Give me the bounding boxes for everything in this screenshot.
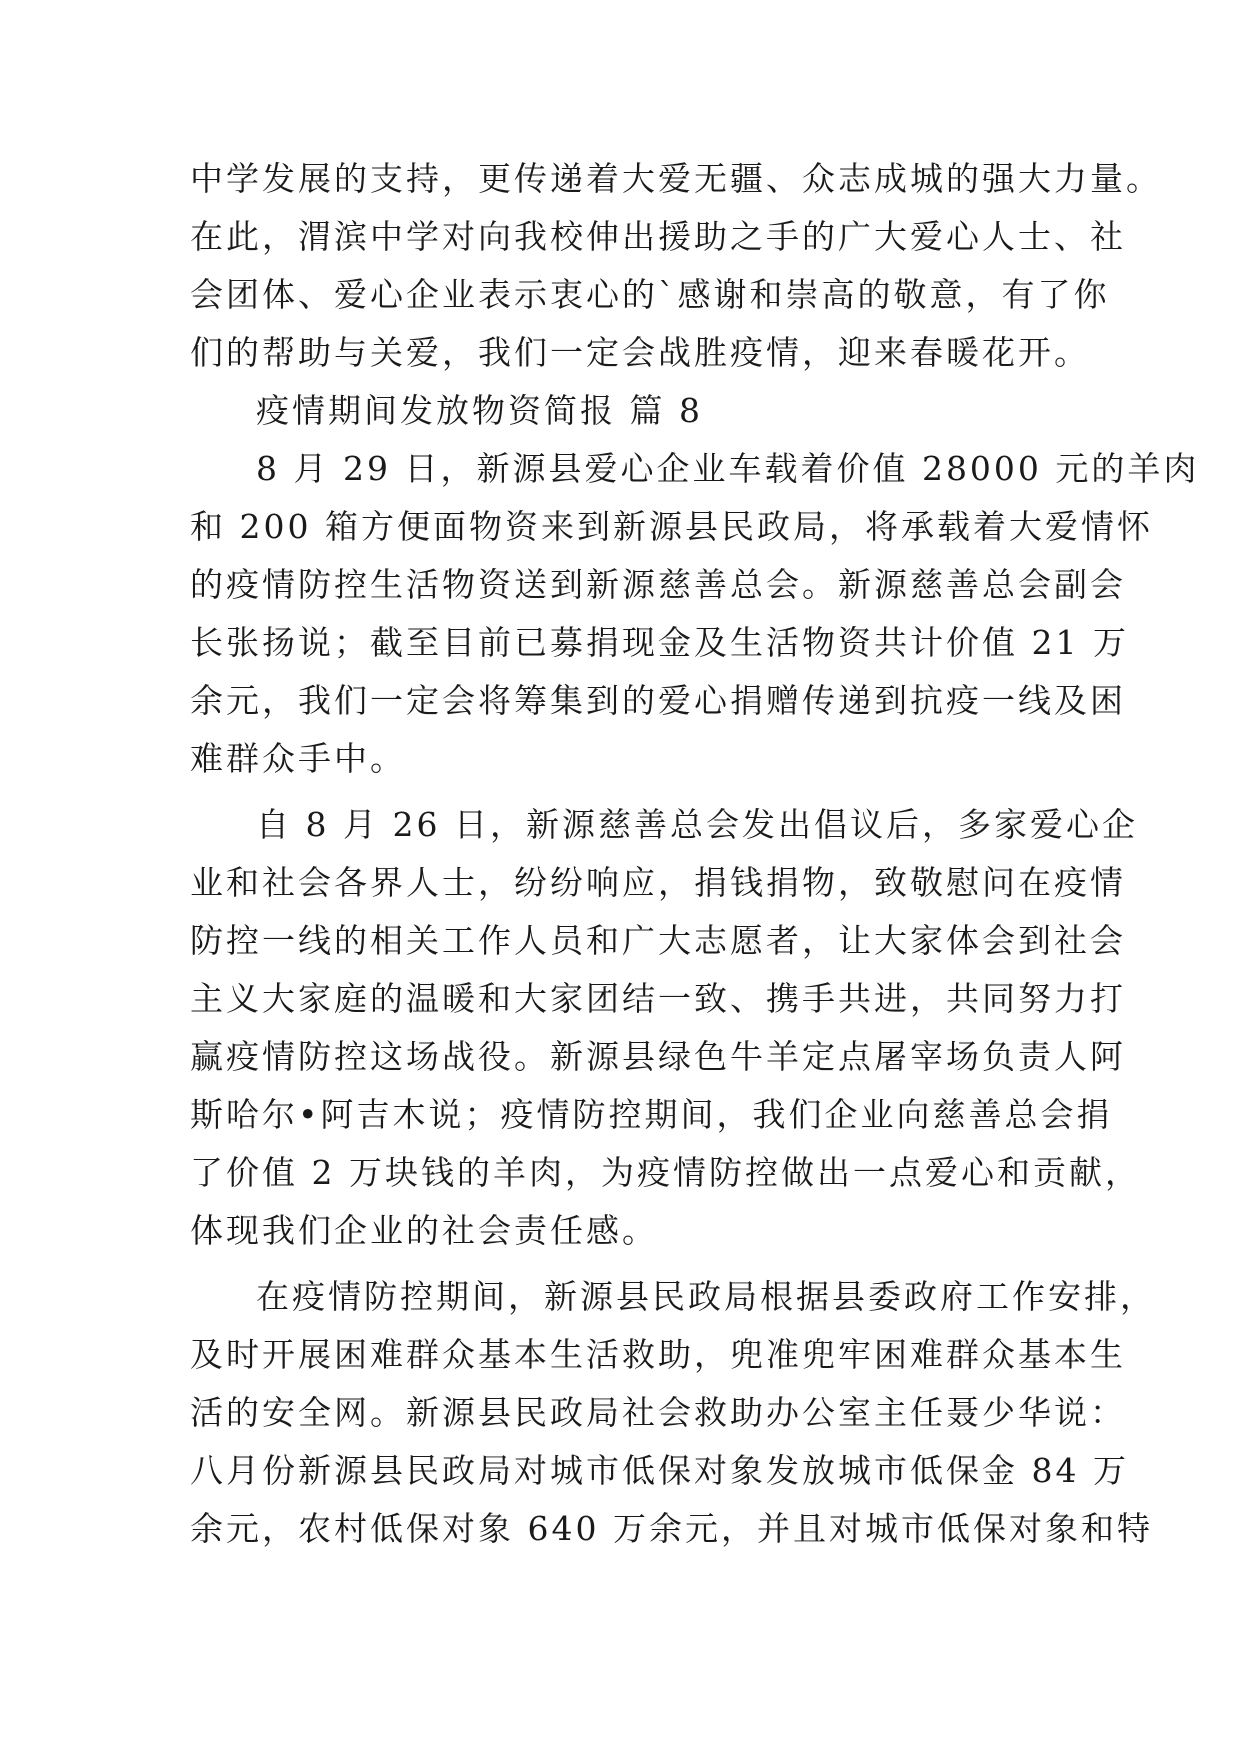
- text-line: 业和社会各界人士，纷纷响应，捐钱捐物，致敬慰问在疫情: [190, 863, 1126, 902]
- text-line: 在此，渭滨中学对向我校伸出援助之手的广大爱心人士、社: [190, 217, 1126, 256]
- text-line: 赢疫情防控这场战役。新源县绿色牛羊定点屠宰场负责人阿: [190, 1037, 1126, 1076]
- text-line: 难群众手中。: [190, 739, 406, 778]
- text-line: 长张扬说；截至目前已募捐现金及生活物资共计价值 21 万: [190, 623, 1129, 662]
- text-line: 体现我们企业的社会责任感。: [190, 1211, 658, 1250]
- text-line: 在疫情防控期间，新源县民政局根据县委政府工作安排，: [256, 1277, 1156, 1316]
- text-line: 中学发展的支持，更传递着大爱无疆、众志成城的强大力量。: [190, 159, 1162, 198]
- document-body: [190, 150, 1200, 1558]
- text-line: 余元，农村低保对象 640 万余元，并且对城市低保对象和特: [190, 1509, 1153, 1548]
- section-heading: 疫情期间发放物资简报 篇 8: [256, 391, 703, 430]
- text-line: 及时开展困难群众基本生活救助，兜准兜牢困难群众基本生: [190, 1335, 1126, 1374]
- text-line: 自 8 月 26 日，新源慈善总会发出倡议后，多家爱心企: [256, 805, 1138, 844]
- text-line: 的疫情防控生活物资送到新源慈善总会。新源慈善总会副会: [190, 565, 1126, 604]
- text-line: 防控一线的相关工作人员和广大志愿者，让大家体会到社会: [190, 921, 1126, 960]
- text-line: 会团体、爱心企业表示衷心的`感谢和崇高的敬意，有了你: [190, 275, 1110, 314]
- text-line: 余元，我们一定会将筹集到的爱心捐赠传递到抗疫一线及困: [190, 681, 1126, 720]
- text-line: 八月份新源县民政局对城市低保对象发放城市低保金 84 万: [190, 1451, 1129, 1490]
- text-line: 活的安全网。新源县民政局社会救助办公室主任聂少华说：: [190, 1393, 1126, 1432]
- text-line: 了价值 2 万块钱的羊肉，为疫情防控做出一点爱心和贡献，: [190, 1153, 1141, 1192]
- text-line: 和 200 箱方便面物资来到新源县民政局，将承载着大爱情怀: [190, 507, 1153, 546]
- text-line: 8 月 29 日，新源县爱心企业车载着价值 28000 元的羊肉: [256, 449, 1200, 488]
- text-line: 们的帮助与关爱，我们一定会战胜疫情，迎来春暖花开。: [190, 333, 1090, 372]
- text-line: 主义大家庭的温暖和大家团结一致、携手共进，共同努力打: [190, 979, 1126, 1018]
- text-line: 斯哈尔•阿吉木说；疫情防控期间，我们企业向慈善总会捐: [190, 1095, 1113, 1134]
